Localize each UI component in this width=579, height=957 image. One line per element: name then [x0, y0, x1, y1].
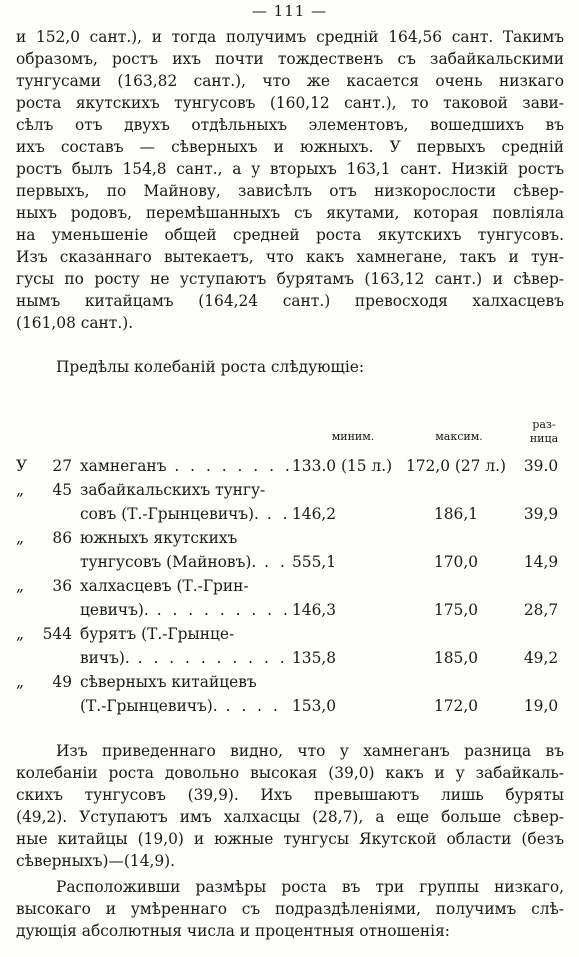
table-row: [0, 646, 579, 670]
text-line: ные китайцы (19,0) и южные тунгусы Якутской области (безъ: [16, 830, 564, 848]
row-prefix: „: [16, 673, 24, 691]
row-prefix: „: [16, 625, 24, 643]
row-count: 36: [52, 577, 72, 595]
column-header-min: миним.: [331, 430, 375, 443]
row-name: бурятъ (Т.-Грынце-: [80, 625, 235, 643]
row-max: 175,0: [433, 601, 479, 619]
table-row: [0, 670, 579, 694]
row-count: 49: [52, 673, 72, 691]
row-min: 146,2: [292, 505, 337, 523]
text-line: Изъ сказаннаго вытекаетъ, что какъ хамнегане, такъ и тун-: [16, 248, 564, 266]
text-line: роста якутскихъ тунгусовъ (160,12 сант.), то таковой зави-: [16, 94, 564, 112]
row-name: хамнеганъ . . .: [80, 454, 290, 478]
intro-line: Предѣлы колебаній роста слѣдующіе:: [56, 358, 365, 376]
row-name: забайкальскихъ тунгу-: [80, 481, 266, 499]
table-row: [0, 502, 579, 526]
text-line: Изъ приведеннаго видно, что у хамнеганъ разница въ: [56, 742, 564, 760]
table-row: [0, 574, 579, 598]
text-line: первыхъ, по Майнову, зависѣлъ отъ низкорослости сѣвер-: [16, 182, 564, 200]
row-diff: 19,0: [523, 697, 559, 715]
text-line: тунгусами (163,82 сант.), что же касается очень низкаго: [16, 72, 564, 90]
text-line: высокаго и умѣреннаго съ подраздѣленіями, получимъ слѣ-: [16, 900, 564, 918]
text-line: образомъ, ростъ ихъ почти тождественъ съ забайкальскими: [16, 50, 564, 68]
text-line: (161,08 сант.).: [16, 314, 134, 332]
text-line: ныхъ родовъ, перемѣшанныхъ съ якутами, которая повліяла: [16, 204, 564, 222]
row-prefix: „: [16, 481, 24, 499]
row-count: 86: [52, 529, 72, 547]
row-name: цевичъ). . . .: [80, 598, 290, 622]
row-min: 135,8: [292, 649, 337, 667]
row-min: 153,0: [292, 697, 337, 715]
row-max: 185,0: [433, 649, 479, 667]
text-line: и 152,0 сант.), и тогда получимъ средній 164,56 сант. Такимъ: [16, 28, 564, 46]
row-prefix: У: [16, 457, 28, 475]
text-line: Расположивши размѣры роста въ три группы низкаго,: [56, 878, 564, 896]
text-line: на уменьшеніе общей средней роста якутскихъ тунгусовъ.: [16, 226, 564, 244]
row-name: халхасцевъ (Т.-Грин-: [80, 577, 249, 595]
row-name: сѣверныхъ китайцевъ: [80, 673, 257, 691]
text-line: ихъ составъ — сѣверныхъ и южныхъ. У первыхъ средній: [16, 138, 564, 156]
table-row: [0, 454, 579, 478]
row-name: тунгусовъ (Майновъ). . . .: [80, 550, 290, 574]
row-count: 544: [42, 625, 72, 643]
row-name: совъ (Т.-Грынцевичъ). . . .: [80, 502, 290, 526]
row-count: 45: [52, 481, 72, 499]
row-min: 555,1: [292, 553, 337, 571]
row-count: 27: [52, 457, 72, 475]
column-header-max: максим.: [435, 430, 483, 443]
text-line: сѣлъ отъ двухъ отдѣльныхъ элементовъ, вошедшихъ въ: [16, 116, 564, 134]
table-row: [0, 550, 579, 574]
row-min: 146,3: [292, 601, 337, 619]
row-diff: 14,9: [523, 553, 559, 571]
text-line: колебаніи роста довольно высокая (39,0) какъ и у забайкаль-: [16, 764, 564, 782]
row-min: 133.0 (15 л.): [292, 457, 393, 475]
text-line: сѣверныхъ)—(14,9).: [16, 852, 176, 870]
table-row: [0, 526, 579, 550]
table-row: [0, 598, 579, 622]
row-prefix: „: [16, 577, 24, 595]
row-diff: 28,7: [523, 601, 559, 619]
row-diff: 39.0: [523, 457, 559, 475]
row-name: вичъ). . . .: [80, 646, 290, 670]
row-prefix: „: [16, 529, 24, 547]
row-name: (Т.-Грынцевичъ). . . .: [80, 694, 290, 718]
row-max: 172,0: [433, 697, 479, 715]
row-max: 172,0 (27 л.): [405, 457, 507, 475]
page-number-header: — 111 —: [251, 2, 328, 20]
text-line: нымъ китайцамъ (164,24 сант.) превосходя халхасцевъ: [16, 292, 564, 310]
text-line: скихъ тунгусовъ (39,9). Ихъ превышаютъ лишь буряты: [16, 786, 564, 804]
text-line: ростъ былъ 154,8 сант., а у вторыхъ 163,1 сант. Низкій ростъ: [16, 160, 564, 178]
table-row: [0, 622, 579, 646]
column-header-diff: раз- ница: [529, 418, 559, 445]
row-max: 170,0: [433, 553, 479, 571]
row-diff: 49,2: [523, 649, 559, 667]
text-line: (49,2). Уступаютъ имъ халхасцы (28,7), а еще больше сѣвер-: [16, 808, 564, 826]
text-line: гусы по росту не уступаютъ бурятамъ (163,12 сант.) и сѣвер-: [16, 270, 564, 288]
row-max: 186,1: [433, 505, 479, 523]
row-diff: 39,9: [523, 505, 559, 523]
table-row: [0, 694, 579, 718]
text-line: дующія абсолютныя числа и процентныя отношенія:: [16, 922, 450, 940]
row-name: южныхъ якутскихъ: [80, 529, 238, 547]
table-row: [0, 478, 579, 502]
